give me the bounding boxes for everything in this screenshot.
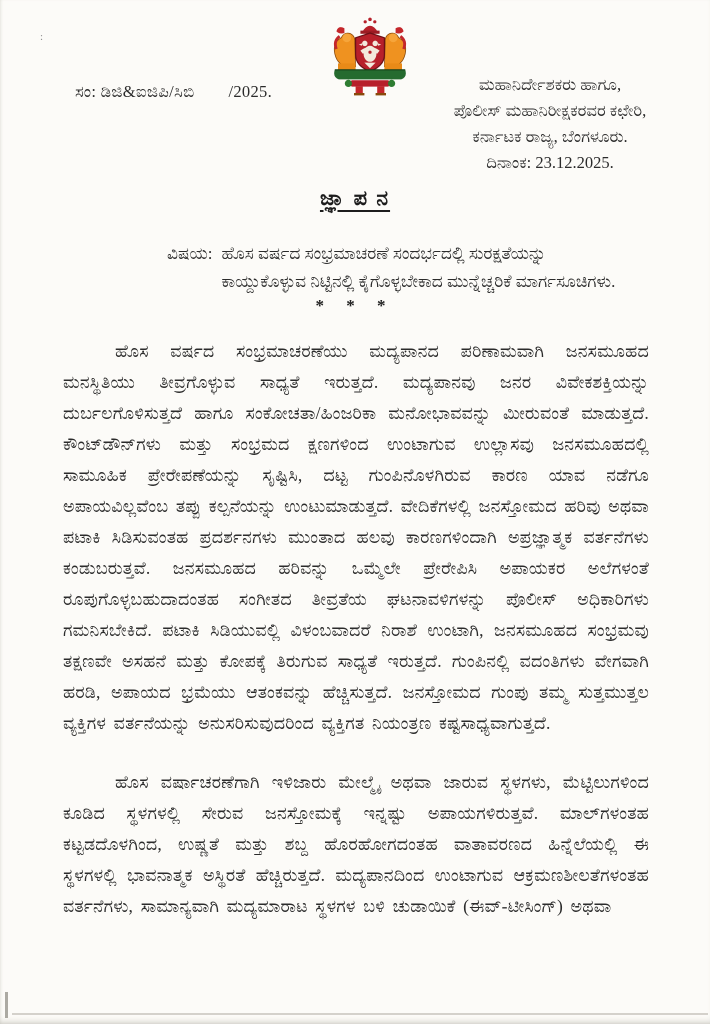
office-address-block — [415, 72, 685, 176]
subject-line-2: ಕಾಯ್ದುಕೊಳ್ಳುವ ನಿಟ್ಟಿನಲ್ಲಿ ಕೈಗೊಳ್ಳಬೇಕಾದ ಮುನ್ನೆಚ್ಚರಿಕೆ ಮಾರ್ಗಸೂಚಿಗಳು. — [221, 272, 616, 291]
paragraph-2: ಹೊಸ ವರ್ಷಾಚರಣೆಗಾಗಿ ಇಳಿಜಾರು ಮೇಲ್ಮೈ ಅಥವಾ ಜಾರುವ ಸ್ಥಳಗಳು, ಮೆಟ್ಟಿಲುಗಳಿಂದ ಕೂಡಿದ ಸ್ಥಳಗಳಲ್ಲಿ ಸೇರುವ ಜನಸ್ತೋಮಕ್ಕೆ ಇನ್ನಷ್ಟು ಅಪಾಯಗಳಿರುತ್ತವೆ. ಮಾಲ್‌ಗಳಂತಹ ಕಟ್ಟಡದೊಳಗಿಂದ, ಉಷ್ಣತೆ ಮತ್ತು ಶಬ್ದ ಹೊರಹೋಗದಂತಹ ವಾತಾವರಣದ ಹಿನ್ನೆಲೆಯಲ್ಲಿ ಈ ಸ್ಥಳಗಳಲ್ಲಿ ಭಾವನಾತ್ಮಕ ಅಸ್ಥಿರತೆ ಹೆಚ್ಚಿರುತ್ತದೆ. ಮದ್ಯಪಾನದಿಂದ ಉಂಟಾಗುವ ಆಕ್ರಮಣಶೀಲತೆಗಳಂತಹ ವರ್ತನೆಗಳು, ಸಾಮಾನ್ಯವಾಗಿ ಮದ್ಯಮಾರಾಟ ಸ್ಥಳಗಳ ಬಳಿ ಚುಡಾಯಿಕೆ (ಈವ್-ಟೀಸಿಂಗ್) ಅಥವಾ — [63, 772, 649, 916]
reference-prefix: ಸಂ: ಡಿಜಿ&ಐಜಿಪಿ/ಸಿಬಿ — [75, 82, 195, 101]
subject-line-1: ಹೊಸ ವರ್ಷದ ಸಂಭ್ರಮಾಚರಣೆ ಸಂದರ್ಭದಲ್ಲಿ ಸುರಕ್ಷತೆಯನ್ನು — [221, 244, 547, 263]
subject-label: ವಿಷಯ: — [167, 244, 213, 263]
memo-body — [63, 336, 649, 922]
office-line-3: ಕರ್ನಾಟಕ ರಾಜ್ಯ, ಬೆಂಗಳೂರು. — [472, 127, 628, 146]
scan-artifact: : — [40, 31, 44, 43]
scan-edge-line — [12, 1013, 708, 1015]
scan-corner-mark — [5, 992, 8, 1018]
karnataka-emblem-icon — [322, 10, 418, 112]
date-line: ದಿನಾಂಕ: 23.12.2025. — [486, 153, 614, 172]
paragraph-1: ಹೊಸ ವರ್ಷದ ಸಂಭ್ರಮಾಚರಣೆಯು ಮದ್ಯಪಾನದ ಪರಿಣಾಮವಾಗಿ ಜನಸಮೂಹದ ಮನಸ್ಥಿತಿಯು ತೀವ್ರಗೊಳ್ಳುವ ಸಾಧ್ಯತೆ ಇರುತ್ತದೆ. ಮದ್ಯಪಾನವು ಜನರ ವಿವೇಕಶಕ್ತಿಯನ್ನು ದುರ್ಬಲಗೊಳಿಸುತ್ತದೆ ಹಾಗೂ ಸಂಕೋಚತಾ/ಹಿಂಜರಿಕಾ ಮನೋಭಾವವನ್ನು ಮೀರುವಂತೆ ಮಾಡುತ್ತದೆ. ಕೌಂಟ್‌ಡೌನ್‌ಗಳು ಮತ್ತು ಸಂಭ್ರಮದ ಕ್ಷಣಗಳಿಂದ ಉಂಟಾಗುವ ಉಲ್ಲಾಸವು ಜನಸಮೂಹದಲ್ಲಿ ಸಾಮೂಹಿಕ ಪ್ರೇರೇಪಣೆಯನ್ನು ಸೃಷ್ಟಿಸಿ, ದಟ್ಟ ಗುಂಪಿನೊಳಗಿರುವ ಕಾರಣ ಯಾವ ನಡೆಗೂ ಅಪಾಯವಿಲ್ಲವೆಂಬ ತಪ್ಪು ಕಲ್ಪನೆಯನ್ನು ಉಂಟುಮಾಡುತ್ತದೆ. ವೇದಿಕೆಗಳಲ್ಲಿ ಜನಸ್ತೋಮದ ಹರಿವು ಅಥವಾ ಪಟಾಕಿ ಸಿಡಿಸುವಂತಹ ಪ್ರದರ್ಶನಗಳು ಮುಂತಾದ ಹಲವು ಕಾರಣಗಳಿಂದಾಗಿ ಅಪ್ರಜ್ಞಾತ್ಮಕ ವರ್ತನೆಗಳು ಕಂಡುಬರುತ್ತವೆ. ಜನಸಮೂಹದ ಹರಿವನ್ನು ಒಮ್ಮೆಲೇ ಪ್ರೇರೇಪಿಸಿ ಅಪಾಯಕರ ಅಲೆಗಳಂತೆ ರೂಪುಗೊಳ್ಳಬಹುದಾದಂತಹ ಸಂಗೀತದ ತೀವ್ರತೆಯ ಘಟನಾವಳಿಗಳನ್ನು ಪೊಲೀಸ್ ಅಧಿಕಾರಿಗಳು ಗಮನಿಸಬೇಕಿದೆ. ಪಟಾಕಿ ಸಿಡಿಯುವಲ್ಲಿ ವಿಳಂಬವಾದರೆ ನಿರಾಶೆ ಉಂಟಾಗಿ, ಜನಸಮೂಹದ ಸಂಭ್ರಮವು ತಕ್ಷಣವೇ ಅಸಹನೆ ಮತ್ತು ಕೋಪಕ್ಕೆ ತಿರುಗುವ ಸಾಧ್ಯತೆ ಇರುತ್ತದೆ. ಗುಂಪಿನಲ್ಲಿ ವದಂತಿಗಳು ವೇಗವಾಗಿ ಹರಡಿ, ಅಪಾಯದ ಭ್ರಮೆಯು ಆತಂಕವನ್ನು ಹೆಚ್ಚಿಸುತ್ತದೆ. ಜನಸ್ತೋಮದ ಗುಂಪು ತಮ್ಮ ಸುತ್ತಮುತ್ತಲ ವ್ಯಕ್ತಿಗಳ ವರ್ತನೆಯನ್ನು ಅನುಸರಿಸುವುದರಿಂದ ವ್ಯಕ್ತಿಗತ ನಿಯಂತ್ರಣ ಕಷ್ಟಸಾಧ್ಯವಾಗುತ್ತದೆ. — [63, 341, 649, 733]
subject-block — [167, 240, 637, 296]
subject-text — [221, 240, 615, 296]
memo-title: ಜ್ಞಾ ಪ ನ — [319, 186, 391, 210]
office-line-2: ಪೊಲೀಸ್ ಮಹಾನಿರೀಕ್ಷಕರವರ ಕಛೇರಿ, — [453, 101, 647, 120]
reference-year: /2025. — [228, 82, 272, 101]
reference-number — [75, 82, 272, 102]
section-separator: * * * — [315, 296, 395, 315]
office-line-1: ಮಹಾನಿರ್ದೇಶಕರು ಹಾಗೂ, — [478, 75, 622, 94]
